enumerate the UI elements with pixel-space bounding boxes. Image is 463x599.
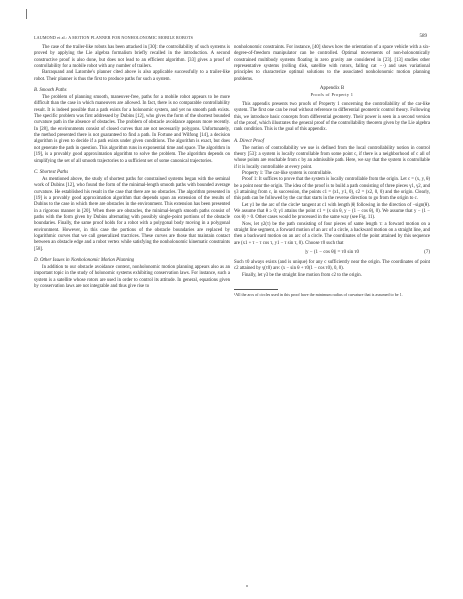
page-number: 589 [419, 34, 427, 39]
section-heading-smooth-paths: B. Smooth Paths [34, 88, 67, 94]
paragraph: In addition to our obstacle avoidance context, nonholonomic motion planning appears also as an important topic in the study of holonomic systems exhibiting conservation laws. For instance, such a system is a satellite whose rotors are used in order to control its attitude. In general, equations given by conservation laws are not integrable and thus give rise to [34, 264, 230, 289]
paragraph: The case of the trailer-like robots has been attacked in [30]: the controllability of such systems is proved by applying the Lie algebra formalism briefly recalled in the introduction. A second constructive proof is also done, but does not lead to an efficient algorithm. [33] gives a proof of controllability for a mobile robot with any number of trailers. [34, 45, 230, 70]
equation-number: (7) [424, 250, 430, 256]
proof-paragraph: Proof 1: It suffices to prove that the system is locally controllable from the origin. Let c = (x, y, θ) be a point near the origin. The idea of the proof is to build a path consisting of three pieces γ1, γ2, and γ3 attaining from c, in succession, the points c1 = (x1, y1, 0), c2 = (x2, 0, 0) and the origin. Clearly, this path can be followed by the car that starts in the reverse direction to go from the origin to c. [234, 177, 430, 202]
paragraph: As mentioned above, the study of shortest paths for constrained systems began with the seminal work of Dubins [12], who found the form of the minimal-length smooth paths with bounded average curvature. He established his result in the case that there are no obstacles. The algorithm presented in [19] is a provably good approximation algorithm that depends upon an extension of the results of Dubins to the case in which there are obstacles in the environment. This extension has been presented in a rigorous manner in [20]. When there are obstacles, the minimal-length smooth paths consist of paths with the form given by Dubins alternating with possibly single-point portions of the obstacle boundaries. Finally, the same proof holds for a robot with a polygonal body moving in a polygonal environment. However, in this case the portions of the obstacle boundaries are replaced by logarithmic curves that we call generalized tractrices. These curves are those that maintain contact between an obstacle edge and a robot vertex while satisfying the nonholonomic kinematic constraints [58]. [34, 176, 230, 252]
paragraph: This appendix presents two proofs of Property 1 concerning the controllability of the car-like system. The first one can be read without reference to differential geometric control theory. Following this, we introduce basic concepts from differential geometry. Their power is seen in a second version of the proof, which illustrates the general proof of the controllability theorem given by the Lie algebra rank condition. This is the goal of this appendix. [234, 101, 430, 133]
paragraph: The notion of controllability we use is defined from the local controllability notion in control theory [53]: a system is locally controllable from some point c, if there is a neighborhood of c all of whose points are reachable from c by an admissible path. Here, we say that the system is controllable if it is locally controllable at every point. [234, 145, 430, 170]
appendix-heading [234, 86, 430, 99]
appendix-title: Appendix B [319, 86, 345, 92]
scan-edge-mark [26, 9, 27, 19]
paragraph: Barraquand and Latombe's planner cited above is also applicable successfully to a trailer-like robot. Their planner is thus the first to produce paths for such a system. [34, 70, 230, 82]
section-heading-other-issues: D. Other Issues in Nonholonomic Motion Planning [34, 257, 135, 263]
paragraph: Such τ0 always exists (and is unique) for any c sufficiently near the origin. The coordinates of point c2 attained by γ(τ0) are: (x − sin θ + τ0(1 − cos τ0), 0, 0). [234, 260, 430, 272]
proof-paragraph: Let γ1 be the arc of the circle¹ tangent at c1 with length |θ| following in the direction of −sign(θ). We assume that θ ≥ 0; γ1 attains the point c1 = (x sin θ, y − (1 − cos θ), 0). We assume that y − (1 − cos θ) > 0. Other cases would be processed in the same way (see Fig. 11). [234, 202, 430, 221]
left-column [34, 45, 230, 290]
paragraph: Finally, let γ3 be the straight line motion from c2 to the origin. [242, 272, 362, 278]
paragraph: The problem of planning smooth, maneuver-free, paths for a mobile robot appears to be more difficult than the case in which maneuvers are allowed. In fact, there is no comparable controllability result. It is indeed possible that a path exists for a holonomic system, and yet no smooth path exists. The specific problem was first addressed by Dubins [12], who gives the form of the shortest bounded curvature path in the absence of obstacles. The problem of obstacle avoidance appears more recently. In [28], the environments consist of closed curves that are not necessarily polygons. Unfortunately, the method presented there is not guaranteed to find a path. In Fortune and Wilfong [14], a decision algorithm is given to decide if a path exists under given conditions. The algorithm is exact, but does not generate the path in question. This algorithm runs in exponential time and space. The algorithm in [19], is a provably good approximation algorithm to solve the problem. The algorithm depends on simplifying the set of all smooth trajectories to a sufficient set of some canonical trajectories. [34, 95, 230, 164]
footnote: ¹All the arcs of circles used in this proof have the minimum radius of curvature that is assumed to be 1. [234, 292, 403, 298]
section-heading-direct-proof: A. Direct Proof [234, 138, 264, 144]
equation-7 [234, 250, 430, 257]
property-statement: Property 1: The car-like system is controllable. [242, 170, 333, 176]
equation-body: |y − (1 − cos θ)| = τ0 sin τ0 [305, 250, 359, 256]
section-heading-shortest-paths: C. Shortest Paths [34, 169, 69, 175]
appendix-subtitle: Proofs of Property 1 [310, 92, 354, 98]
proof-paragraph: Now, let γ2(τ) be the path consisting of four pieces of same length τ: a forward motion on a straight line segment, a forward motion of an arc of a circle, a backward motion on a straight line, and then a backward motion on an arc of a circle. The coordinates of the point attained by this sequence are (x1 + τ − τ cos τ, y1 − τ sin τ, 0). Choose τ0 such that [234, 221, 430, 246]
running-head: LAUMOND et al.: A MOTION PLANNER FOR NONHOLONOMIC MOBILE ROBOTS [34, 35, 194, 40]
scan-artifact-dot [246, 585, 248, 587]
right-column [234, 45, 430, 298]
footnote-rule [234, 289, 278, 290]
paragraph: nonholonomic constraints. For instance, [40] shows how the orientation of a space vehicle with a six-degree-of-freedom manipulator can be controlled. Optimal movements of non-holonomically constrained multibody systems floating in zero gravity are considered in [23]. [13] studies other representative systems (rolling disk, satellite with rotors, falling cat ···) and uses variational principles to characterize optimal solutions to the associated nonholonomic motion planning problems. [234, 45, 430, 82]
